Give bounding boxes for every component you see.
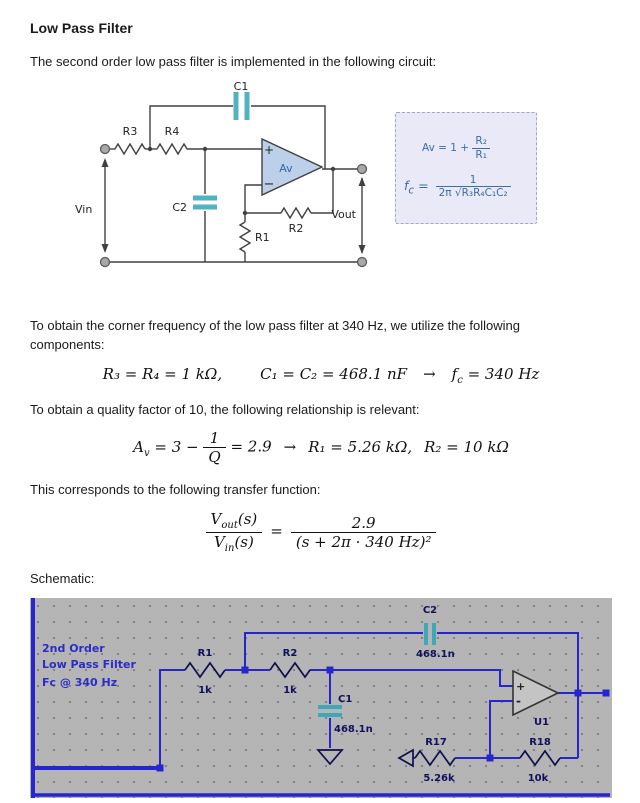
formula-box: [395, 112, 537, 224]
opamp-plus-input: +: [516, 680, 526, 693]
label-c1: C1: [233, 81, 249, 93]
equation-transfer-function: $\frac{V_{out}(s)}{V_{in}(s)}$ = $\frac{2.9}{\text{(s + 2π · 340 Hz)²}}$: [30, 510, 612, 555]
circuit-figure: [73, 82, 633, 304]
schematic-figure: [30, 598, 612, 803]
components-paragraph: To obtain the corner frequency of the low pass filter at 340 Hz, we utilize the following components:: [30, 317, 520, 352]
schematic-canvas: [30, 598, 612, 798]
resistor-r1-symbol: [240, 222, 250, 252]
page-title: Low Pass Filter: [30, 20, 133, 36]
vin-arrow: [102, 158, 109, 253]
transfer-function-paragraph: This corresponds to the following transfer function:: [30, 482, 321, 497]
schematic-title-line2: Low Pass Filter: [42, 658, 136, 671]
equation-gain: $A_v = 3$ − $\frac{1}{Q}$ = 2.9 → R₁ = 5.26 kΩ, R₂ = 10 kΩ: [133, 429, 509, 466]
label-av-gain: Av: [279, 161, 293, 175]
ref-u1: U1: [534, 717, 550, 728]
resistor-r3-symbol: [115, 144, 145, 154]
label-r2: R2: [288, 221, 304, 235]
value-c1: 468.1n: [334, 724, 373, 735]
schematic-title-line3: Fc @ 340 Hz: [42, 676, 118, 689]
opamp-plus-input: +: [263, 142, 275, 157]
ref-c1: C1: [338, 694, 353, 705]
label-vout: Vout: [331, 207, 356, 221]
gain-formula-lhs: Av = 1 +: [422, 142, 473, 155]
arrow-right: →: [283, 437, 297, 456]
ref-r17: R17: [425, 737, 447, 748]
gain-formula-den: R₁: [475, 148, 487, 161]
value-r2: 1k: [283, 685, 297, 696]
quality-factor-paragraph: To obtain a quality factor of 10, the following relationship is relevant:: [30, 401, 420, 417]
sqrt-sign: √: [454, 187, 462, 200]
schematic-heading: Schematic:: [30, 570, 95, 586]
opamp-minus-input: -: [516, 694, 521, 708]
terminal-circles: [101, 144, 367, 266]
ref-r18: R18: [529, 737, 551, 748]
fc-symbol: f: [404, 177, 409, 193]
label-c2: C2: [172, 200, 187, 214]
label-vin: Vin: [75, 202, 93, 216]
gain-formula-num: R₂: [472, 135, 490, 149]
intro-paragraph: The second order low pass filter is implemented in the following circuit:: [30, 54, 437, 69]
ref-c2: C2: [422, 605, 438, 616]
corner-frequency-formula: $f_c$ = $\frac{1}{\text{2π √R₃R₄C₁C₂}}$: [396, 174, 536, 200]
equation-components: R₃ = R₄ = 1 kΩ, C₁ = C₂ = 468.1 nF → $f_c = 340$ Hz: [102, 364, 540, 386]
arrow-right: →: [423, 364, 436, 383]
vout-arrow: [359, 177, 366, 254]
value-c2: 468.1n: [416, 649, 455, 660]
circuit-wires: [105, 106, 357, 262]
label-r4: R4: [164, 124, 180, 138]
value-r17: 5.26k: [423, 773, 455, 784]
ref-r2: R2: [282, 648, 298, 659]
schematic-title-line1: 2nd Order: [42, 642, 105, 655]
label-r1: R1: [255, 230, 270, 244]
resistor-r4-symbol: [157, 144, 187, 154]
opamp-minus-input: −: [263, 176, 275, 192]
gain-formula: [396, 135, 536, 161]
label-r3: R3: [122, 124, 138, 138]
value-r18: 10k: [527, 773, 549, 784]
resistor-r2-symbol: [281, 208, 311, 218]
value-r1: 1k: [198, 685, 212, 696]
ref-r1: R1: [197, 648, 213, 659]
